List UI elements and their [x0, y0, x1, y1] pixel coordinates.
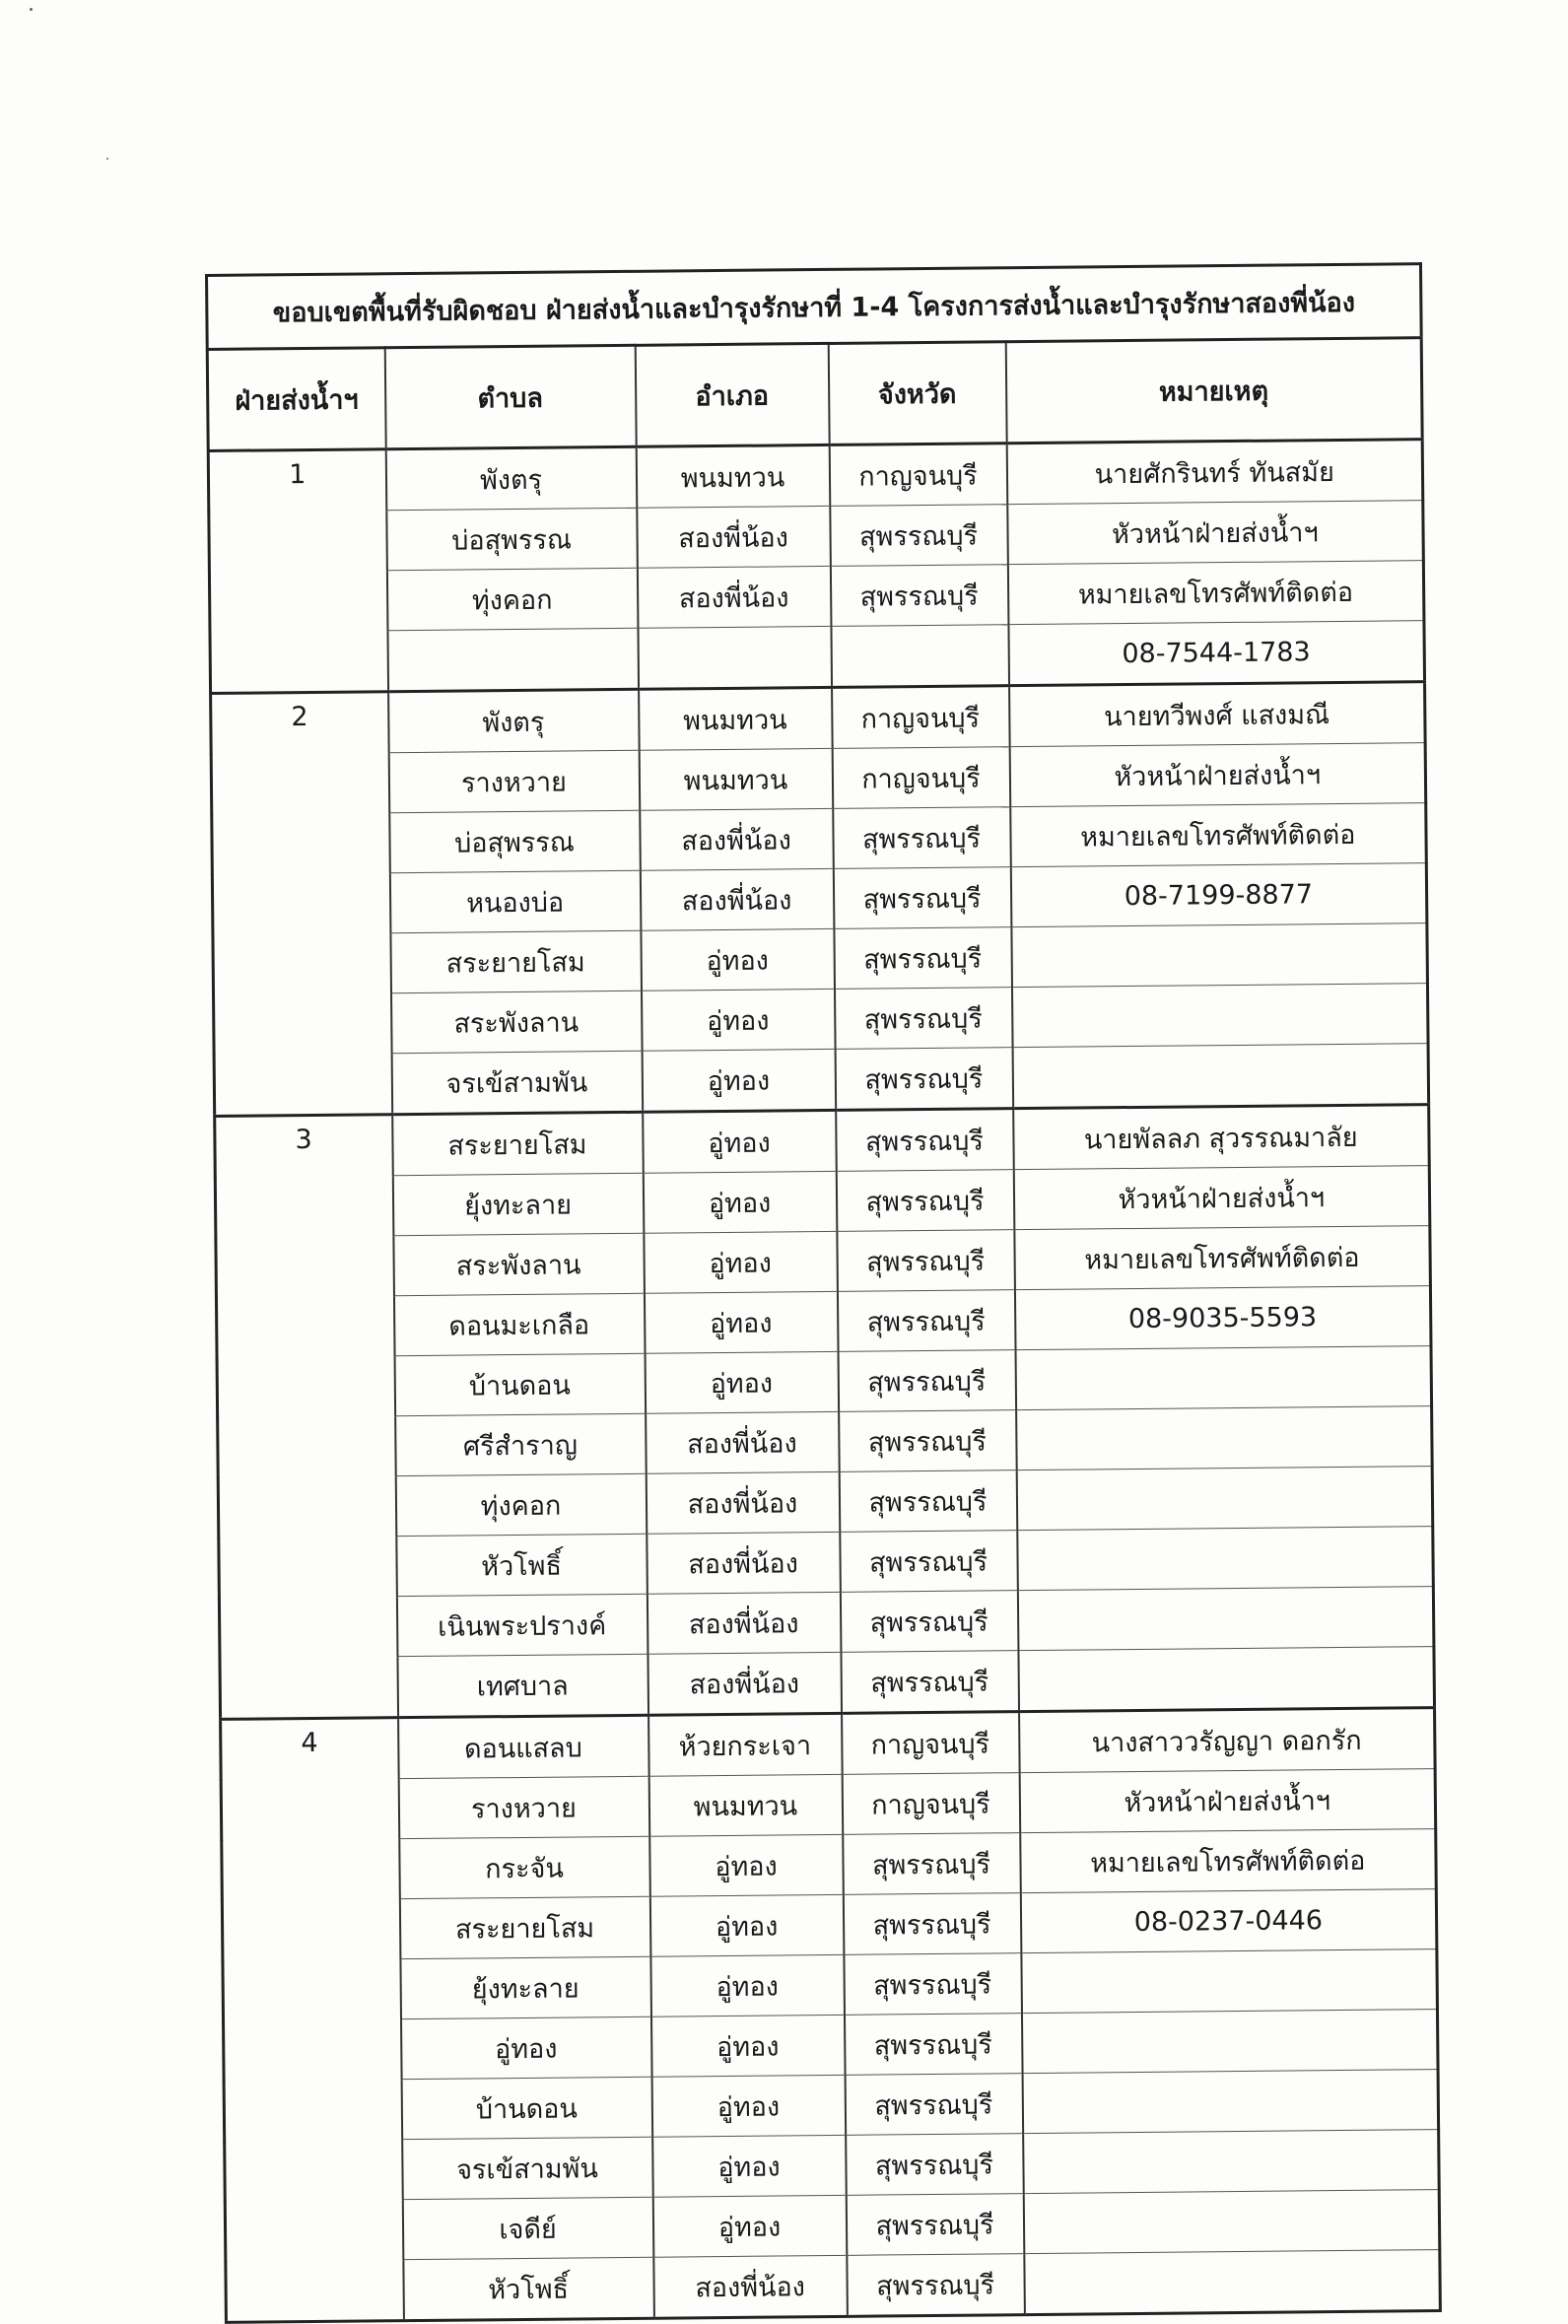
remark-cell: หัวหน้าฝ่ายส่งน้ำฯ — [1019, 1769, 1436, 1833]
section-number — [218, 1416, 396, 1478]
district-cell: สองพี่น้อง — [653, 2255, 848, 2318]
section-number — [212, 873, 390, 935]
section-number — [216, 1236, 394, 1298]
section-number — [211, 753, 389, 815]
remark-cell — [1017, 1587, 1434, 1651]
province-cell: สุพรรณบุรี — [834, 927, 1012, 990]
header-subdistrict: ตำบล — [384, 345, 636, 448]
subdistrict-cell: เจดีย์ — [402, 2197, 653, 2259]
province-cell: สุพรรณบุรี — [840, 1591, 1018, 1653]
section-number — [213, 933, 391, 995]
subdistrict-cell: กระจัน — [399, 1836, 650, 1898]
remark-cell — [1021, 1949, 1438, 2014]
district-cell: สองพี่น้อง — [640, 808, 834, 870]
remark-cell: หมายเลขโทรศัพท์ติดต่อ — [1010, 803, 1427, 867]
province-cell: สุพรรณบุรี — [833, 867, 1011, 929]
province-cell: สุพรรณบุรี — [846, 2134, 1024, 2196]
section-number: 2 — [211, 692, 389, 755]
province-cell: สุพรรณบุรี — [839, 1410, 1017, 1472]
section-number — [214, 993, 392, 1056]
section-number: 4 — [221, 1718, 399, 1781]
province-cell: กาญจนบุรี — [832, 686, 1010, 749]
subdistrict-cell: ดอนมะเกลือ — [393, 1293, 645, 1355]
district-cell: สองพี่น้อง — [640, 868, 834, 930]
remark-cell — [1012, 1044, 1429, 1109]
district-cell: สองพี่น้อง — [637, 506, 831, 568]
district-cell: อู่ทอง — [650, 2015, 845, 2077]
province-cell: สุพรรณบุรี — [844, 1953, 1022, 2016]
remark-cell — [1022, 2070, 1439, 2134]
subdistrict-cell: ทุ่งคอก — [395, 1473, 647, 1536]
district-cell: พนมทวน — [639, 687, 833, 750]
table-title-row — [207, 264, 1422, 350]
district-cell: อู่ทอง — [643, 1110, 837, 1173]
province-cell: สุพรรณบุรี — [845, 2074, 1023, 2136]
province-cell: สุพรรณบุรี — [830, 565, 1008, 627]
district-cell: พนมทวน — [648, 1774, 843, 1836]
section-number — [226, 2260, 404, 2323]
province-cell: สุพรรณบุรี — [835, 1048, 1013, 1111]
district-cell: พนมทวน — [639, 748, 833, 810]
section-number — [225, 2140, 403, 2202]
district-cell: ห้วยกระเจา — [648, 1713, 843, 1776]
remark-cell — [1023, 2190, 1440, 2254]
subdistrict-cell: จรเข้สามพัน — [402, 2137, 653, 2199]
district-cell: อู่ทอง — [651, 2075, 846, 2137]
province-cell: สุพรรณบุรี — [833, 807, 1011, 869]
subdistrict-cell — [387, 628, 639, 691]
province-cell: สุพรรณบุรี — [836, 1170, 1014, 1232]
section-number — [221, 1779, 399, 1841]
header-district: อำเภอ — [635, 343, 829, 446]
province-cell: สุพรรณบุรี — [847, 2254, 1025, 2317]
remark-cell: 08-0237-0446 — [1020, 1889, 1437, 1953]
district-cell: อู่ทอง — [645, 1351, 839, 1413]
section-number — [224, 2019, 402, 2082]
section-number — [210, 631, 388, 694]
subdistrict-cell: รางหวาย — [388, 750, 640, 812]
subdistrict-cell: สระยายโสม — [399, 1896, 650, 1958]
table-row — [220, 1647, 1435, 1720]
remark-cell — [1011, 984, 1428, 1048]
remark-cell: 08-7544-1783 — [1008, 621, 1425, 686]
district-cell — [638, 626, 832, 689]
subdistrict-cell: สระพังลาน — [393, 1233, 645, 1295]
subdistrict-cell: หนองบ่อ — [389, 870, 641, 932]
district-cell: อู่ทอง — [644, 1291, 838, 1353]
remark-cell: หัวหน้าฝ่ายส่งน้ำฯ — [1009, 743, 1426, 807]
section-number — [215, 1176, 393, 1238]
subdistrict-cell: หัวโพธิ์ — [403, 2257, 654, 2320]
remark-cell — [1021, 2010, 1438, 2074]
province-cell: สุพรรณบุรี — [830, 505, 1008, 567]
remark-cell: หมายเลขโทรศัพท์ติดต่อ — [1020, 1829, 1437, 1893]
remark-cell — [1015, 1346, 1432, 1410]
remark-cell: นายทวีพงศ์ แสงมณี — [1009, 682, 1426, 747]
district-cell: อู่ทอง — [643, 1171, 837, 1233]
subdistrict-cell: สระยายโสม — [392, 1112, 644, 1175]
subdistrict-cell: ทุ่งคอก — [386, 568, 638, 630]
district-cell: อู่ทอง — [644, 1231, 838, 1293]
district-cell: อู่ทอง — [642, 989, 836, 1051]
section-number — [218, 1476, 396, 1538]
remark-cell — [1011, 923, 1428, 988]
section-number: 3 — [215, 1115, 393, 1178]
remark-cell: หัวหน้าฝ่ายส่งน้ำฯ — [1013, 1166, 1430, 1230]
remark-cell: หมายเลขโทรศัพท์ติดต่อ — [1007, 561, 1424, 625]
section-number — [219, 1537, 397, 1599]
section-number — [222, 1899, 400, 1961]
subdistrict-cell: เทศบาล — [397, 1654, 648, 1717]
subdistrict-cell: หัวโพธิ์ — [396, 1534, 648, 1596]
document-sheet — [205, 262, 1439, 2324]
header-province: จังหวัด — [828, 342, 1006, 445]
subdistrict-cell: ยุ้งทะลาย — [392, 1173, 644, 1235]
section-number — [214, 1054, 392, 1117]
section-number — [212, 813, 390, 875]
remark-cell: หัวหน้าฝ่ายส่งน้ำฯ — [1007, 501, 1424, 565]
section-number — [220, 1657, 398, 1720]
province-cell: สุพรรณบุรี — [841, 1651, 1019, 1714]
subdistrict-cell: บ่อสุพรรณ — [386, 508, 638, 570]
remark-cell: นางสาววรัญญา ดอกรัก — [1019, 1708, 1436, 1773]
responsibility-table — [205, 262, 1442, 2324]
remark-cell — [1024, 2250, 1441, 2315]
remark-cell: นายศักรินทร์ ทันสมัย — [1006, 440, 1423, 505]
remark-cell: นายพัลลภ สุวรรณมาลัย — [1013, 1105, 1430, 1170]
section-number — [209, 511, 387, 573]
header-section: ฝ่ายส่งน้ำฯ — [207, 348, 385, 451]
province-cell: กาญจนบุรี — [842, 1773, 1020, 1835]
section-number — [224, 2080, 402, 2142]
subdistrict-cell: บ้านดอน — [394, 1353, 646, 1415]
section-number — [222, 1839, 400, 1901]
remark-cell — [1016, 1467, 1433, 1531]
district-cell: อู่ทอง — [652, 2195, 847, 2257]
district-cell: พนมทวน — [636, 444, 830, 508]
province-cell: สุพรรณบุรี — [836, 1109, 1014, 1172]
table-title: ขอบเขตพื้นที่รับผิดชอบ ฝ่ายส่งน้ำและบำรุงรักษาที่ 1-4 โครงการส่งน้ำและบำรุงรักษาสองพี่น้อง — [207, 264, 1422, 350]
remark-cell: หมายเลขโทรศัพท์ติดต่อ — [1014, 1226, 1431, 1290]
province-cell: สุพรรณบุรี — [840, 1531, 1018, 1593]
section-number: 1 — [208, 449, 386, 513]
remark-cell: 08-7199-8877 — [1010, 863, 1427, 927]
table-body — [207, 264, 1441, 2323]
table-row — [208, 440, 1423, 513]
subdistrict-cell: ยุ้งทะลาย — [400, 1956, 651, 2018]
subdistrict-cell: ศรีสำราญ — [395, 1413, 647, 1475]
district-cell: อู่ทอง — [642, 1049, 836, 1112]
section-number — [225, 2200, 403, 2262]
subdistrict-cell: บ้านดอน — [401, 2077, 652, 2139]
district-cell: สองพี่น้อง — [646, 1411, 840, 1473]
table-row — [215, 1105, 1430, 1178]
province-cell: กาญจนบุรี — [842, 1712, 1020, 1775]
district-cell: สองพี่น้อง — [647, 1592, 841, 1654]
district-cell: อู่ทอง — [649, 1834, 844, 1896]
subdistrict-cell: อู่ทอง — [401, 2016, 652, 2079]
province-cell: กาญจนบุรี — [829, 444, 1007, 507]
district-cell: สองพี่น้อง — [648, 1652, 842, 1715]
province-cell: กาญจนบุรี — [832, 747, 1010, 809]
remark-cell — [1016, 1406, 1433, 1470]
section-number — [217, 1356, 395, 1418]
district-cell: อู่ทอง — [649, 1894, 844, 1956]
province-cell: สุพรรณบุรี — [834, 988, 1012, 1050]
section-number — [219, 1597, 397, 1659]
table-row — [221, 1708, 1436, 1781]
remark-cell — [1023, 2130, 1440, 2194]
district-cell: สองพี่น้อง — [646, 1471, 840, 1534]
province-cell: สุพรรณบุรี — [837, 1230, 1015, 1292]
section-number — [216, 1296, 394, 1358]
table-row — [211, 682, 1426, 755]
remark-cell: 08-9035-5593 — [1014, 1286, 1431, 1350]
province-cell — [831, 625, 1009, 688]
subdistrict-cell: สระพังลาน — [391, 991, 643, 1053]
table-header-row — [207, 338, 1422, 451]
district-cell: อู่ทอง — [650, 1954, 845, 2016]
province-cell: สุพรรณบุรี — [846, 2194, 1024, 2256]
header-remark: หมายเหตุ — [1005, 338, 1422, 444]
province-cell: สุพรรณบุรี — [839, 1470, 1017, 1533]
district-cell: สองพี่น้อง — [647, 1532, 841, 1594]
district-cell: อู่ทอง — [652, 2135, 847, 2197]
province-cell: สุพรรณบุรี — [843, 1833, 1021, 1895]
subdistrict-cell: พังตรุ — [388, 689, 640, 752]
subdistrict-cell: บ่อสุพรรณ — [389, 810, 641, 872]
subdistrict-cell: เนินพระปรางค์ — [396, 1594, 648, 1656]
subdistrict-cell: จรเข้สามพัน — [391, 1051, 643, 1114]
province-cell: สุพรรณบุรี — [843, 1893, 1021, 1955]
section-number — [223, 1959, 401, 2021]
province-cell: สุพรรณบุรี — [838, 1350, 1016, 1412]
remark-cell — [1018, 1647, 1435, 1712]
province-cell: สุพรรณบุรี — [844, 2014, 1022, 2076]
remark-cell — [1017, 1527, 1434, 1591]
table-row — [210, 621, 1425, 694]
section-number — [209, 571, 387, 633]
district-cell: สองพี่น้อง — [637, 566, 831, 628]
district-cell: อู่ทอง — [641, 928, 835, 991]
subdistrict-cell: สระยายโสม — [390, 930, 642, 992]
subdistrict-cell: พังตรุ — [385, 446, 637, 510]
province-cell: สุพรรณบุรี — [837, 1290, 1015, 1352]
subdistrict-cell: รางหวาย — [398, 1776, 649, 1838]
table-row — [226, 2250, 1441, 2323]
subdistrict-cell: ดอนแสลบ — [398, 1715, 649, 1778]
table-row — [214, 1044, 1429, 1117]
